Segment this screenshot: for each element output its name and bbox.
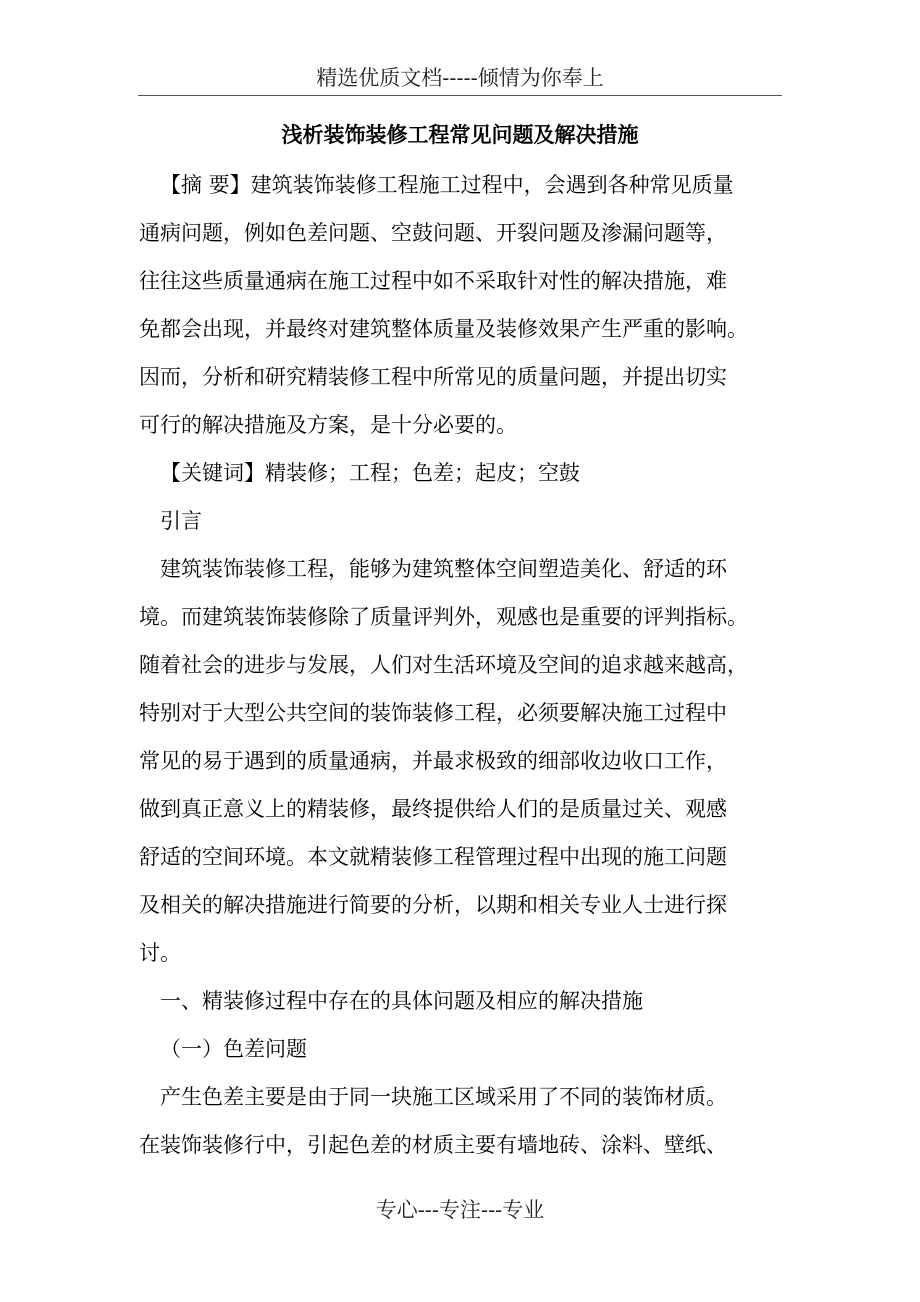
intro-line: 讨。 xyxy=(139,941,181,965)
intro-line: 境。而建筑装饰装修除了质量评判外，观感也是重要的评判指标。 xyxy=(139,605,748,629)
abstract-line: 【摘 要】建筑装饰装修工程施工过程中，会遇到各种常见质量 xyxy=(160,173,734,197)
intro-line: 特别对于大型公共空间的装饰装修工程，必须要解决施工过程中 xyxy=(139,701,727,725)
intro-line: 做到真正意义上的精装修，最终提供给人们的是质量过关、观感 xyxy=(139,797,727,821)
keywords-line: 【关键词】精装修；工程；色差；起皮；空鼓 xyxy=(160,461,580,485)
intro-line: 常见的易于遇到的质量通病，并最求极致的细部收边收口工作， xyxy=(139,749,727,773)
abstract-line: 可行的解决措施及方案，是十分必要的。 xyxy=(139,413,517,437)
intro-line: 随着社会的进步与发展，人们对生活环境及空间的追求越来越高， xyxy=(139,653,748,677)
header-divider xyxy=(138,95,782,96)
body-line: 在装饰装修行中，引起色差的材质主要有墙地砖、涂料、壁纸、 xyxy=(139,1133,727,1157)
abstract-line: 往往这些质量通病在施工过程中如不采取针对性的解决措施，难 xyxy=(139,269,727,293)
intro-heading: 引言 xyxy=(160,509,202,533)
page-header: 精选优质文档-----倾情为你奉上 xyxy=(316,66,604,90)
abstract-line: 通病问题，例如色差问题、空鼓问题、开裂问题及渗漏问题等， xyxy=(139,221,727,245)
section-heading: 一、精装修过程中存在的具体问题及相应的解决措施 xyxy=(160,989,643,1013)
intro-line: 及相关的解决措施进行简要的分析，以期和相关专业人士进行探 xyxy=(139,893,727,917)
abstract-line: 因而，分析和研究精装修工程中所常见的质量问题，并提出切实 xyxy=(139,365,727,389)
intro-line: 舒适的空间环境。本文就精装修工程管理过程中出现的施工问题 xyxy=(139,845,727,869)
abstract-line: 免都会出现，并最终对建筑整体质量及装修效果产生严重的影响。 xyxy=(139,317,748,341)
body-line: 产生色差主要是由于同一块施工区域采用了不同的装饰材质。 xyxy=(160,1085,727,1109)
page-footer: 专心---专注---专业 xyxy=(375,1198,545,1222)
document-title: 浅析装饰装修工程常见问题及解决措施 xyxy=(281,122,639,147)
subsection-heading: （一）色差问题 xyxy=(160,1037,307,1061)
intro-line: 建筑装饰装修工程，能够为建筑整体空间塑造美化、舒适的环 xyxy=(160,557,727,581)
